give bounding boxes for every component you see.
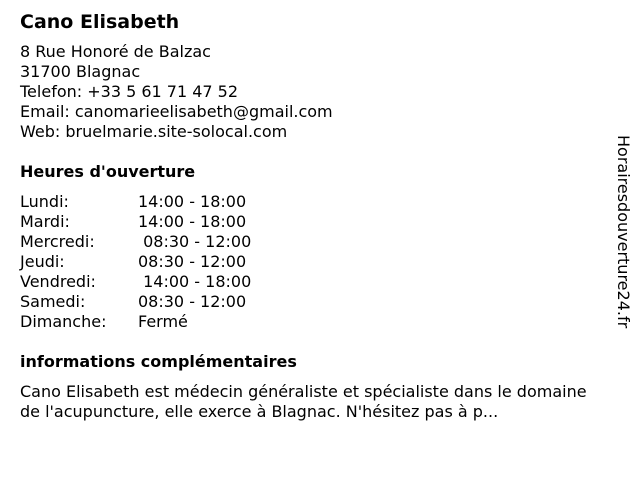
business-card <box>20 10 600 422</box>
hours-time-value: 14:00 - 18:00 <box>138 272 252 291</box>
hours-time-value: Fermé <box>138 312 188 331</box>
hours-row-mercredi <box>20 232 600 252</box>
hours-time-value: 08:30 - 12:00 <box>138 252 247 271</box>
additional-info-title: informations complémentaires <box>20 352 297 371</box>
hours-time-value: 14:00 - 18:00 <box>138 192 247 211</box>
phone-line: Telefon: +33 5 61 71 47 52 <box>20 82 239 101</box>
hours-day-label: Mardi: <box>20 212 70 231</box>
address-street: 8 Rue Honoré de Balzac <box>20 42 211 61</box>
hours-row-jeudi <box>20 252 600 272</box>
business-name: Cano Elisabeth <box>20 11 180 33</box>
hours-time-value: 08:30 - 12:00 <box>138 232 252 251</box>
email-line: Email: canomarieelisabeth@gmail.com <box>20 102 333 121</box>
hours-row-samedi <box>20 292 600 312</box>
hours-day-label: Lundi: <box>20 192 69 211</box>
site-watermark: Horairesdouverture24.fr <box>614 135 633 329</box>
hours-day-label: Mercredi: <box>20 232 95 251</box>
hours-day-label: Dimanche: <box>20 312 107 331</box>
hours-day-label: Vendredi: <box>20 272 96 291</box>
hours-row-vendredi <box>20 272 600 292</box>
hours-row-mardi <box>20 212 600 232</box>
additional-info-text: Cano Elisabeth est médecin généraliste et spécialiste dans le domaine de l'acupuncture, elle exerce à Blagnac. N'hésitez pas à p... <box>20 382 587 421</box>
web-line: Web: bruelmarie.site-solocal.com <box>20 122 288 141</box>
address-city: 31700 Blagnac <box>20 62 141 81</box>
hours-day-label: Jeudi: <box>20 252 65 271</box>
opening-hours-title: Heures d'ouverture <box>20 162 196 181</box>
hours-row-lundi <box>20 192 600 212</box>
hours-time-value: 08:30 - 12:00 <box>138 292 247 311</box>
hours-time-value: 14:00 - 18:00 <box>138 212 247 231</box>
hours-row-dimanche <box>20 312 600 332</box>
hours-day-label: Samedi: <box>20 292 86 311</box>
